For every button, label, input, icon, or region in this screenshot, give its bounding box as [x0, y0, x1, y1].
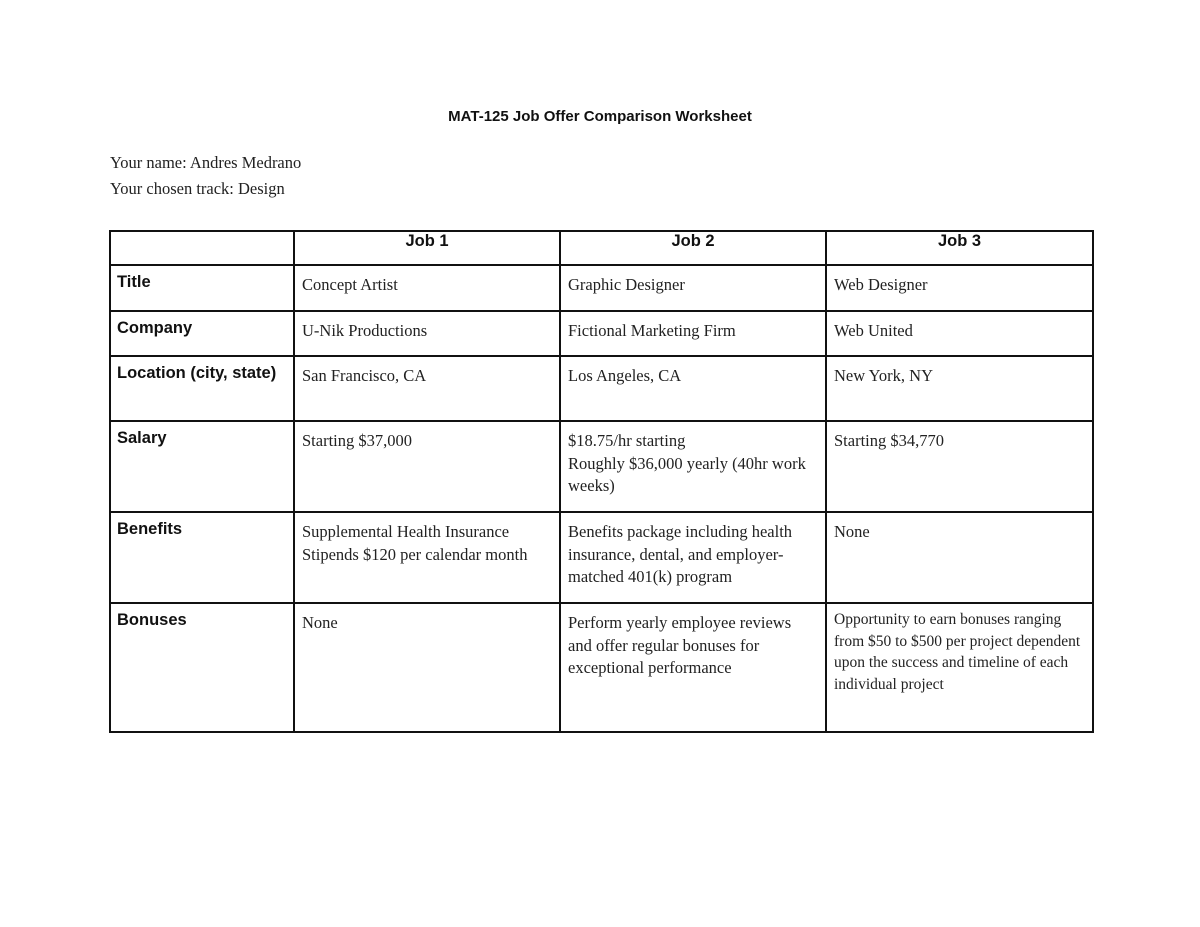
- row-label-title: Title: [110, 265, 294, 311]
- row-label-benefits: Benefits: [110, 512, 294, 603]
- page-title: MAT-125 Job Offer Comparison Worksheet: [448, 108, 752, 125]
- row-label-salary: Salary: [110, 421, 294, 512]
- job-3-location: New York, NY: [826, 356, 1093, 421]
- table-row-company: [110, 311, 1093, 356]
- table-row-bonuses: [110, 603, 1093, 732]
- table-row-title: [110, 265, 1093, 311]
- job-offer-comparison-table: [109, 230, 1094, 733]
- table-row-benefits: [110, 512, 1093, 603]
- row-label-bonuses: Bonuses: [110, 603, 294, 732]
- job-1-company: U-Nik Productions: [294, 311, 560, 356]
- table-header-row: [110, 231, 1093, 265]
- table-row-location: [110, 356, 1093, 421]
- job-1-salary: Starting $37,000: [294, 421, 560, 512]
- job-3-benefits: None: [826, 512, 1093, 603]
- job-3-salary: Starting $34,770: [826, 421, 1093, 512]
- row-label-company: Company: [110, 311, 294, 356]
- table-row-salary: [110, 421, 1093, 512]
- job-1-bonuses: None: [294, 603, 560, 732]
- student-name-line: Your name: Andres Medrano: [110, 153, 302, 172]
- job-2-company: Fictional Marketing Firm: [560, 311, 826, 356]
- job-1-title: Concept Artist: [294, 265, 560, 311]
- row-label-location: Location (city, state): [110, 356, 294, 421]
- job-2-bonuses: Perform yearly employee reviews and offer regular bonuses for exceptional performance: [560, 603, 826, 732]
- job-2-title: Graphic Designer: [560, 265, 826, 311]
- job-2-benefits: Benefits package including health insurance, dental, and employer-matched 401(k) program: [560, 512, 826, 603]
- job-1-location: San Francisco, CA: [294, 356, 560, 421]
- job-2-salary: $18.75/hr starting Roughly $36,000 yearly (40hr work weeks): [560, 421, 826, 512]
- job-1-header: Job 1: [294, 231, 560, 265]
- job-3-bonuses: Opportunity to earn bonuses ranging from $50 to $500 per project dependent upon the success and timeline of each individual project: [826, 603, 1093, 732]
- chosen-track-line: Your chosen track: Design: [110, 179, 285, 198]
- job-2-location: Los Angeles, CA: [560, 356, 826, 421]
- job-3-header: Job 3: [826, 231, 1093, 265]
- job-3-company: Web United: [826, 311, 1093, 356]
- corner-cell: [110, 231, 294, 265]
- job-1-benefits: Supplemental Health Insurance Stipends $120 per calendar month: [294, 512, 560, 603]
- job-2-header: Job 2: [560, 231, 826, 265]
- job-3-title: Web Designer: [826, 265, 1093, 311]
